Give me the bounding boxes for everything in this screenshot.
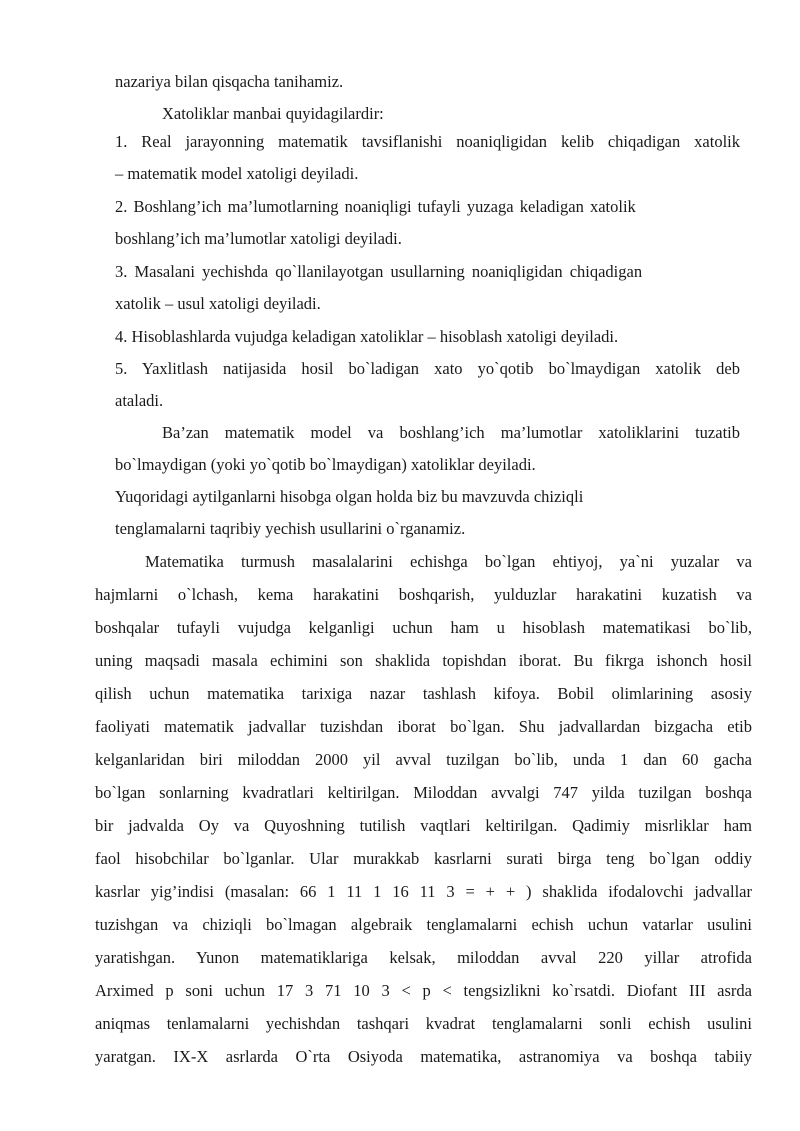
list-item-3-line2: xatolik – usul xatoligi deyiladi. [115, 294, 321, 313]
para-line: faol hisobchilar bo`lganlar. Ular murakkab kasrlarni surati birga teng bo`lgan oddiy [95, 849, 752, 868]
para-line: hajmlarni o`lchash, kema harakatini boshqarish, yulduzlar harakatini kuzatish va [95, 585, 752, 604]
list-item-5-line1: 5. Yaxlitlash natijasida hosil bo`ladigan xato yo`qotib bo`lmaydigan xatolik deb [115, 359, 740, 378]
para-line: yaratishgan. Yunon matematiklariga kelsak, miloddan avval 220 yillar atrofida [95, 948, 752, 967]
para-line: faoliyati matematik jadvallar tuzishdan iborat bo`lgan. Shu jadvallardan bizgacha etib [95, 717, 752, 736]
list-item-5-line2: ataladi. [115, 391, 164, 410]
para-line: uning maqsadi masala echimini son shaklida topishdan iborat. Bu fikrga ishonch hosil [95, 651, 752, 670]
para-line: bo`lgan sonlarning kvadratlari keltirilgan. Miloddan avvalgi 747 yilda tuzilgan boshqa [95, 783, 752, 802]
para-line: bir jadvalda Oy va Quyoshning tutilish vaqtlari keltirilgan. Qadimiy misrliklar ham [95, 816, 752, 835]
para-line: tuzishgan va chiziqli bo`lmagan algebraik tenglamalarni echish uchun vatarlar usulini [95, 915, 752, 934]
para-line: Matematika turmush masalalarini echishga bo`lgan ehtiyoj, ya`ni yuzalar va [145, 552, 752, 571]
para-line: boshqalar tufayli vujudga kelganligi uchun ham u hisoblash matematikasi bo`lib, [95, 618, 752, 637]
sources-heading: Xatoliklar manbai quyidagilardir: [162, 104, 384, 123]
note-line2: bo`lmaydigan (yoki yo`qotib bo`lmaydigan) xatoliklar deyiladi. [115, 455, 536, 474]
list-item-2-line2: boshlang’ich ma’lumotlar xatoligi deyiladi. [115, 229, 402, 248]
list-item-2-line1: 2. Boshlang’ich ma’lumotlarning noaniqligi tufayli yuzaga keladigan xatolik [115, 197, 636, 216]
para-line: yaratgan. IX-X asrlarda O`rta Osiyoda matematika, astranomiya va boshqa tabiiy [95, 1047, 752, 1066]
list-item-4: 4. Hisoblashlarda vujudga keladigan xatoliklar – hisoblash xatoligi deyiladi. [115, 327, 619, 346]
para-line: aniqmas tenlamalarni yechishdan tashqari kvadrat tenglamalarni sonli echish usulini [95, 1014, 752, 1033]
list-item-1-line2: – matematik model xatoligi deyiladi. [115, 164, 359, 183]
para-line: Arximed p soni uchun 17 3 71 10 3 < p < tengsizlikni ko`rsatdi. Diofant III asrda [95, 981, 752, 1000]
para-line: kasrlar yig’indisi (masalan: 66 1 11 1 16 11 3 = + + ) shaklida ifodalovchi jadvallar [95, 882, 752, 901]
para-line: qilish uchun matematika tarixiga nazar tashlash kifoya. Bobil olimlarining asosiy [95, 684, 752, 703]
intro-line: nazariya bilan qisqacha tanihamiz. [115, 72, 344, 91]
note-line3: Yuqoridagi aytilganlarni hisobga olgan holda biz bu mavzuvda chiziqli [115, 487, 584, 506]
note-line4: tenglamalarni taqribiy yechish usullarini o`rganamiz. [115, 519, 466, 538]
note-line1: Ba’zan matematik model va boshlang’ich ma’lumotlar xatoliklarini tuzatib [162, 423, 740, 442]
list-item-3-line1: 3. Masalani yechishda qo`llanilayotgan usullarning noaniqligidan chiqadigan [115, 262, 643, 281]
list-item-1-line1: 1. Real jarayonning matematik tavsiflanishi noaniqligidan kelib chiqadigan xatolik [115, 132, 740, 151]
para-line: kelganlaridan biri miloddan 2000 yil avval tuzilgan bo`lib, unda 1 dan 60 gacha [95, 750, 752, 769]
